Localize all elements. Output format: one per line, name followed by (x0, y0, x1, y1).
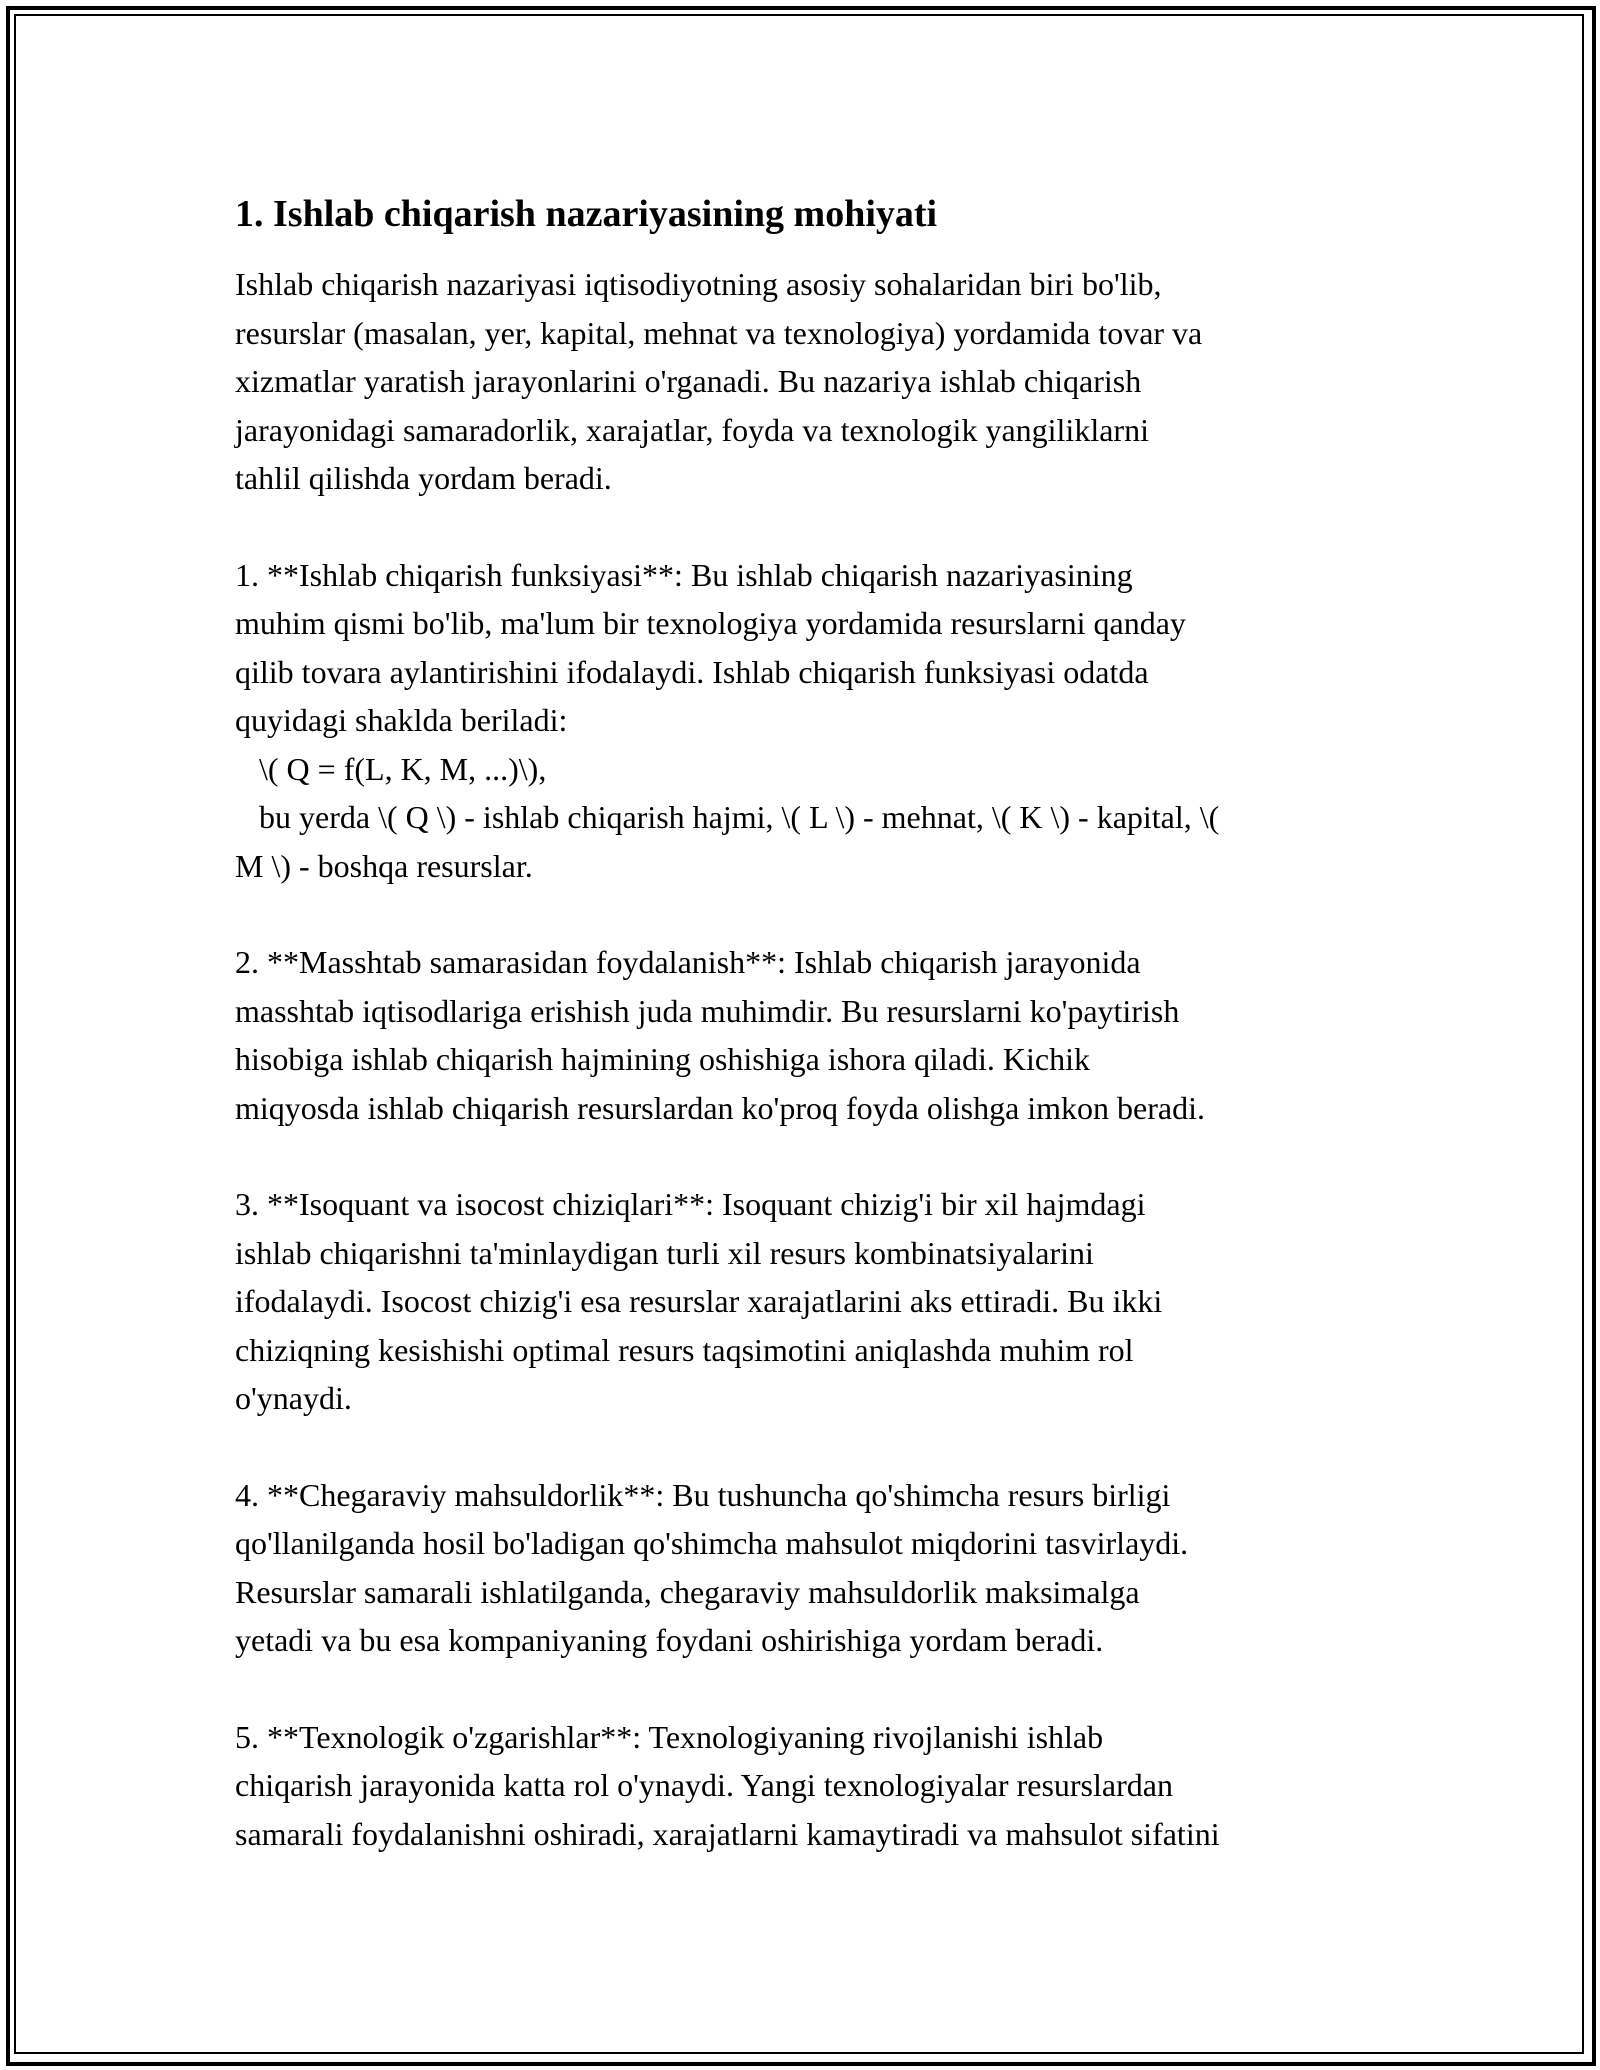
paragraph-technological-change: 5. **Texnologik o'zgarishlar**: Texnologiyaning rivojlanishi ishlab chiqarish jarayonida katta rol o'ynaydi. Yangi texnologiyalar resurslardan samarali foydalanishni oshiradi, xarajatlarni kamaytiradi va mahsulot sifatini (235, 1718, 1220, 1852)
document-body (235, 190, 1365, 1906)
paragraph-production-function: 1. **Ishlab chiqarish funksiyasi**: Bu ishlab chiqarish nazariyasining muhim qismi bo'lib, ma'lum bir texnologiya yordamida resurslarni qanday qilib tovara aylantirishini ifodalaydi. Ishlab chiqarish funksiyasi odatda quyidagi shaklda beriladi: \( Q = f(L, K, M, ...)\), bu yerda \( Q \) - ishlab chiqarish hajmi, \( L \) - mehnat, \( K \) - kapital, \( M \) - boshqa resurslar. (235, 556, 1220, 884)
section-title: 1. Ishlab chiqarish nazariyasining mohiyati (235, 193, 938, 235)
paragraph-isoquant-isocost: 3. **Isoquant va isocost chiziqlari**: Isoquant chizig'i bir xil hajmdagi ishlab chiqarishni ta'minlaydigan turli xil resurs kombinatsiyalarini ifodalaydi. Isocost chizig'i esa resurslar xarajatlarini aks ettiradi. Bu ikki chiziqning kesishishi optimal resurs taqsimotini aniqlashda muhim rol o'ynaydi. (235, 1186, 1163, 1416)
paragraph-economies-of-scale: 2. **Masshtab samarasidan foydalanish**: Ishlab chiqarish jarayonida masshtab iqtisodlariga erishish juda muhimdir. Bu resurslarni ko'paytirish hisobiga ishlab chiqarish hajmining oshishiga ishora qiladi. Kichik miqyosda ishlab chiqarish resurslardan ko'proq foyda olishga imkon beradi. (235, 944, 1205, 1126)
paragraph-marginal-productivity: 4. **Chegaraviy mahsuldorlik**: Bu tushuncha qo'shimcha resurs birligi qo'llanilganda hosil bo'ladigan qo'shimcha mahsulot miqdorini tasvirlaydi. Resurslar samarali ishlatilganda, chegaraviy mahsuldorlik maksimalga yetadi va bu esa kompaniyaning foydani oshirishiga yordam beradi. (235, 1476, 1189, 1658)
intro-paragraph: Ishlab chiqarish nazariyasi iqtisodiyotning asosiy sohalaridan biri bo'lib, resurslar (masalan, yer, kapital, mehnat va texnologiya) yordamida tovar va xizmatlar yaratish jarayonlarini o'rganadi. Bu nazariya ishlab chiqarish jarayonidagi samaradorlik, xarajatlar, foyda va texnologik yangiliklarni tahlil qilishda yordam beradi. (235, 266, 1203, 496)
section-text (235, 260, 1365, 1858)
